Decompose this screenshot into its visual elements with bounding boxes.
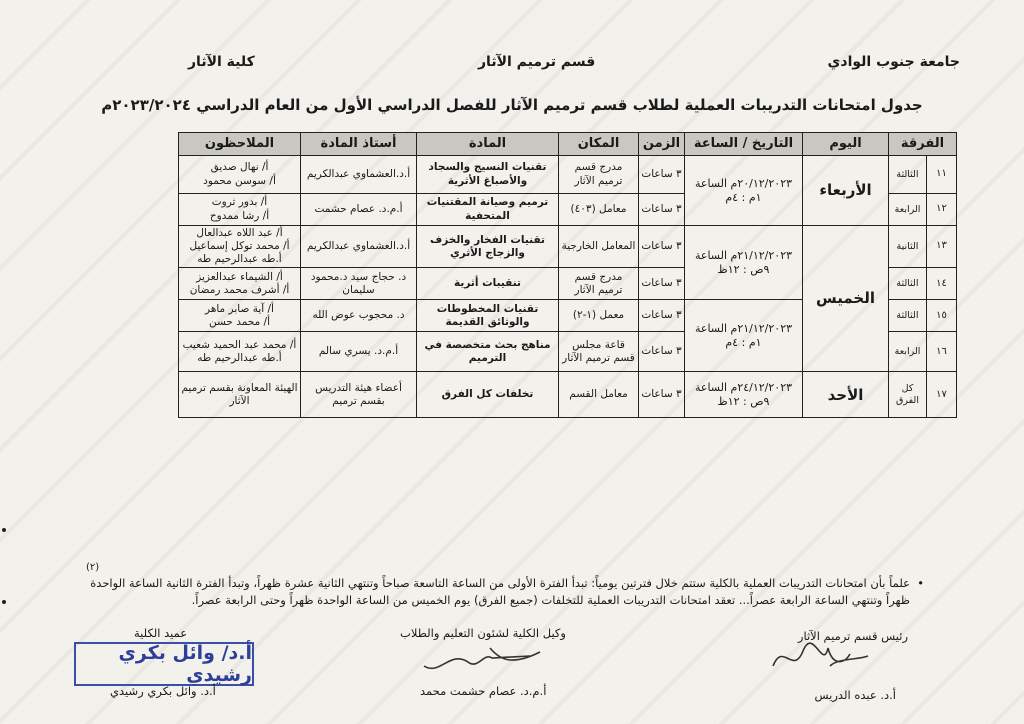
col-header-proctors: الملاحظون [179, 133, 301, 156]
note-paragraph [70, 562, 924, 608]
duration-cell: ٣ ساعات [639, 194, 685, 226]
university-name: جامعة جنوب الوادي [827, 54, 960, 70]
vice-dean-title: وكيل الكلية لشئون التعليم والطلاب [400, 626, 566, 640]
date-time-cell: ٢٤/١٢/٢٠٢٣م الساعة ٩ص : ١٢ظ [685, 372, 803, 418]
duration-cell: ٣ ساعات [639, 300, 685, 332]
dean-name: أ.د. وائل بكري رشيدي [110, 684, 216, 698]
professor-cell: أ.م.د. عصام حشمت [301, 194, 417, 226]
professor-cell: أعضاء هيئة التدريس بقسم ترميم [301, 372, 417, 418]
bullet-icon: • [917, 576, 924, 590]
col-header-level: الفرقة [889, 133, 957, 156]
duration-cell: ٣ ساعات [639, 226, 685, 268]
department-name: قسم ترميم الآثار [478, 54, 596, 70]
vice-dean-signature [420, 640, 550, 678]
row-number: ١٥ [927, 300, 957, 332]
place-cell: معمل (١-٢) [559, 300, 639, 332]
row-number: ١٧ [927, 372, 957, 418]
head-title: رئيس قسم ترميم الآثار [797, 629, 908, 643]
day-cell: الخميس [803, 226, 889, 372]
subject-cell: تخلفات كل الفرق [417, 372, 559, 418]
level-cell: الثالثة [889, 300, 927, 332]
proctors-cell: أ/ بدور ثروت أ/ رشا ممدوح [179, 194, 301, 226]
professor-cell: د. حجاج سيد د.محمود سليمان [301, 268, 417, 300]
place-cell: قاعة مجلس قسم ترميم الآثار [559, 332, 639, 372]
faculty-name: كلية الآثار [188, 54, 255, 70]
table-row [179, 156, 957, 194]
level-cell: الثانية [889, 226, 927, 268]
level-cell: الرابعة [889, 194, 927, 226]
row-number: ١٣ [927, 226, 957, 268]
proctors-cell: أ/ آية صابر ماهر أ/ محمد حسن [179, 300, 301, 332]
col-header-place: المكان [559, 133, 639, 156]
date-time-cell: ٢١/١٢/٢٠٢٣م الساعة ٩ص : ١٢ظ [685, 226, 803, 300]
level-cell: الثالثة [889, 268, 927, 300]
col-header-subject: المادة [417, 133, 559, 156]
professor-cell: د. محجوب عوض الله [301, 300, 417, 332]
head-name: أ.د. عبده الدريس [814, 688, 896, 702]
date-time-cell: ٢٠/١٢/٢٠٢٣م الساعة ١م : ٤م [685, 156, 803, 226]
subject-cell: ترميم وصيانة المقتنيات المتحفية [417, 194, 559, 226]
col-header-date: التاريخ / الساعة [685, 133, 803, 156]
professor-cell: أ.م.د. يسري سالم [301, 332, 417, 372]
proctors-cell: أ/ نهال صديق أ/ سوسن محمود [179, 156, 301, 194]
place-cell: معامل القسم [559, 372, 639, 418]
row-number: ١٢ [927, 194, 957, 226]
table-row [179, 226, 957, 268]
subject-cell: تقنيات الفخار والخزف والزجاج الأثري [417, 226, 559, 268]
table-body [179, 156, 957, 418]
col-header-professor: أستاذ المادة [301, 133, 417, 156]
table-header-row [179, 133, 957, 156]
place-cell: مدرج قسم ترميم الآثار [559, 156, 639, 194]
level-cell: الرابعة [889, 332, 927, 372]
subject-cell: تقنيات المخطوطات والوثائق القديمة [417, 300, 559, 332]
level-cell: كل الفرق [889, 372, 927, 418]
subject-cell: تنقيبات أثرية [417, 268, 559, 300]
date-time-cell: ٢١/١٢/٢٠٢٣م الساعة ١م : ٤م [685, 300, 803, 372]
duration-cell: ٣ ساعات [639, 156, 685, 194]
place-cell: المعامل الخارجية [559, 226, 639, 268]
row-number: ١٦ [927, 332, 957, 372]
subject-cell: مناهج بحث متخصصة في الترميم [417, 332, 559, 372]
duration-cell: ٣ ساعات [639, 268, 685, 300]
dean-title: عميد الكلية [134, 626, 188, 640]
exam-schedule-table [178, 132, 957, 418]
duration-cell: ٣ ساعات [639, 372, 685, 418]
proctors-cell: الهيئة المعاونة بقسم ترميم الآثار [179, 372, 301, 418]
professor-cell: أ.د.العشماوي عبدالكريم [301, 226, 417, 268]
day-cell: الأربعاء [803, 156, 889, 226]
dean-stamp: أ.د/ وائل بكري رشيدي [74, 642, 254, 686]
proctors-cell: أ/ الشيماء عبدالعزيز أ/ أشرف محمد رمضان [179, 268, 301, 300]
day-cell: الأحد [803, 372, 889, 418]
proctors-cell: أ/ محمد عبد الحميد شعيب أ.طه عبدالرحيم طه [179, 332, 301, 372]
note-number: (٢) [86, 562, 100, 573]
level-cell: الثالثة [889, 156, 927, 194]
subject-cell: تقنيات النسيج والسجاد والأصباغ الأثرية [417, 156, 559, 194]
duration-cell: ٣ ساعات [639, 332, 685, 372]
professor-cell: أ.د.العشماوي عبدالكريم [301, 156, 417, 194]
head-signature [768, 636, 878, 680]
table-row [179, 372, 957, 418]
note-text: علماً بأن امتحانات التدريبات العملية بالكلية ستتم خلال فترتين يومياً: تبدأ الفترة الأولى من الساعة التاسعة صباحاً وتنتهي الثانية عشرة ظهراً، وتبدأ الفترة الثانية الساعة الواحدة ظهراً وتنتهي الساعة الرابعة عصراً... تعقد امتحانات التدريبات العملية للتخلفات (جميع الفرق) يوم الخميس من الساعة الواحدة ظهراً وحتى الرابعة عصراً. [90, 576, 910, 607]
col-header-day: اليوم [803, 133, 889, 156]
place-cell: معامل (٤٠٣) [559, 194, 639, 226]
punch-hole [2, 600, 6, 604]
col-header-duration: الزمن [639, 133, 685, 156]
row-number: ١١ [927, 156, 957, 194]
punch-hole [2, 528, 6, 532]
place-cell: مدرج قسم ترميم الآثار [559, 268, 639, 300]
document-title: جدول امتحانات التدريبات العملية لطلاب قسم ترميم الآثار للفصل الدراسي الأول من العام الدراسي ٢٠٢٣/٢٠٢٤م [101, 96, 923, 114]
proctors-cell: أ/ عبد اللاه عبدالعال أ/ محمد توكل إسماعيل أ.طه عبدالرحيم طه [179, 226, 301, 268]
vice-dean-name: أ.م.د. عصام حشمت محمد [420, 684, 547, 698]
row-number: ١٤ [927, 268, 957, 300]
